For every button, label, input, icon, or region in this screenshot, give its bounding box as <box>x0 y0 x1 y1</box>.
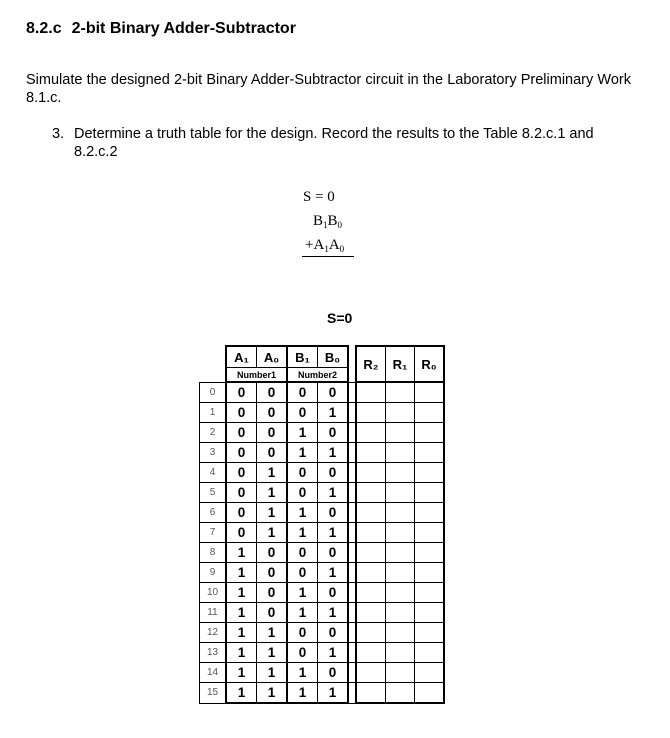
table-row <box>200 663 445 683</box>
row-gap <box>348 403 356 423</box>
table-row <box>200 403 445 423</box>
cell-a1: 1 <box>226 603 257 623</box>
row-index: 14 <box>200 663 227 683</box>
table-title: S=0 <box>327 310 353 326</box>
cell-r1 <box>386 623 415 643</box>
header-r1: R₁ <box>386 346 415 382</box>
row-index: 2 <box>200 423 227 443</box>
row-gap <box>348 623 356 643</box>
cell-b1: 1 <box>287 523 318 543</box>
cell-b0: 0 <box>318 382 349 403</box>
table-row <box>200 563 445 583</box>
cell-a1: 0 <box>226 503 257 523</box>
cell-r0 <box>415 483 445 503</box>
section-title: 2-bit Binary Adder-Subtractor <box>71 20 296 37</box>
table-row <box>200 623 445 643</box>
cell-a0: 1 <box>257 643 288 663</box>
cell-a1: 0 <box>226 443 257 463</box>
row-gap <box>348 463 356 483</box>
cell-r2 <box>356 463 386 483</box>
cell-r0 <box>415 382 445 403</box>
cell-b1: 0 <box>287 623 318 643</box>
cell-r2 <box>356 683 386 704</box>
cell-b1: 1 <box>287 443 318 463</box>
row-gap <box>348 663 356 683</box>
cell-a0: 1 <box>257 523 288 543</box>
table-row <box>200 523 445 543</box>
row-gap <box>348 382 356 403</box>
row-gap <box>348 483 356 503</box>
cell-a0: 0 <box>257 563 288 583</box>
label-number1: Number1 <box>226 368 287 383</box>
table-row <box>200 423 445 443</box>
cell-b0: 0 <box>318 663 349 683</box>
equation-a-operand <box>305 237 344 254</box>
cell-b1: 0 <box>287 463 318 483</box>
row-gap <box>348 523 356 543</box>
cell-a1: 1 <box>226 563 257 583</box>
cell-a1: 0 <box>226 523 257 543</box>
cell-r2 <box>356 483 386 503</box>
header-b0: B₀ <box>318 346 349 368</box>
cell-r0 <box>415 643 445 663</box>
cell-r0 <box>415 543 445 563</box>
step-marker: 3. <box>52 126 65 142</box>
cell-r0 <box>415 603 445 623</box>
cell-r2 <box>356 503 386 523</box>
cell-a0: 0 <box>257 382 288 403</box>
cell-r0 <box>415 423 445 443</box>
cell-r0 <box>415 563 445 583</box>
row-gap <box>348 423 356 443</box>
equation-condition: S = 0 <box>303 189 335 205</box>
table-row <box>200 583 445 603</box>
cell-a0: 1 <box>257 463 288 483</box>
cell-r2 <box>356 543 386 563</box>
equation-underline <box>302 256 354 257</box>
cell-b0: 0 <box>318 463 349 483</box>
cell-a1: 0 <box>226 382 257 403</box>
row-index: 0 <box>200 382 227 403</box>
cell-b1: 1 <box>287 583 318 603</box>
cell-r1 <box>386 523 415 543</box>
row-gap <box>348 583 356 603</box>
cell-b0: 1 <box>318 643 349 663</box>
row-gap <box>348 683 356 704</box>
cell-b0: 1 <box>318 523 349 543</box>
cell-b1: 0 <box>287 483 318 503</box>
row-index: 15 <box>200 683 227 704</box>
header-r2: R₂ <box>356 346 386 382</box>
cell-r2 <box>356 663 386 683</box>
cell-a1: 1 <box>226 643 257 663</box>
label-number2: Number2 <box>287 368 348 383</box>
row-index: 12 <box>200 623 227 643</box>
cell-b1: 0 <box>287 403 318 423</box>
cell-b0: 1 <box>318 483 349 503</box>
cell-r1 <box>386 443 415 463</box>
row-index: 8 <box>200 543 227 563</box>
cell-a0: 1 <box>257 663 288 683</box>
row-index: 10 <box>200 583 227 603</box>
cell-a0: 0 <box>257 423 288 443</box>
table-row <box>200 443 445 463</box>
cell-b0: 0 <box>318 503 349 523</box>
cell-b1: 1 <box>287 503 318 523</box>
cell-r0 <box>415 503 445 523</box>
cell-r2 <box>356 443 386 463</box>
cell-b0: 0 <box>318 583 349 603</box>
cell-b1: 0 <box>287 543 318 563</box>
eq-a0: A <box>328 237 340 253</box>
cell-a0: 0 <box>257 543 288 563</box>
cell-b1: 1 <box>287 423 318 443</box>
eq-b1-sub: 1 <box>323 220 328 230</box>
table-row <box>200 643 445 663</box>
cell-b1: 0 <box>287 382 318 403</box>
step-text: Determine a truth table for the design. Record the results to the Table 8.2.c.1 and 8.2.c.2 <box>74 126 594 160</box>
row-gap <box>348 543 356 563</box>
cell-r1 <box>386 463 415 483</box>
intro-paragraph: Simulate the designed 2-bit Binary Adder-Subtractor circuit in the Laboratory Preliminary Work 8.1.c. <box>26 72 631 106</box>
eq-a0-sub: 0 <box>339 244 345 254</box>
eq-b1: B <box>313 213 324 229</box>
cell-r2 <box>356 563 386 583</box>
cell-b0: 0 <box>318 623 349 643</box>
cell-r1 <box>386 423 415 443</box>
cell-a0: 0 <box>257 583 288 603</box>
table-row <box>200 503 445 523</box>
cell-a1: 1 <box>226 663 257 683</box>
cell-b0: 1 <box>318 603 349 623</box>
cell-a0: 0 <box>257 603 288 623</box>
cell-r1 <box>386 643 415 663</box>
cell-r2 <box>356 623 386 643</box>
cell-r1 <box>386 683 415 704</box>
cell-a0: 1 <box>257 503 288 523</box>
table-row <box>200 382 445 403</box>
cell-r1 <box>386 603 415 623</box>
header-b1: B₁ <box>287 346 318 368</box>
cell-r2 <box>356 523 386 543</box>
cell-r1 <box>386 403 415 423</box>
row-index: 4 <box>200 463 227 483</box>
cell-r2 <box>356 382 386 403</box>
cell-b0: 1 <box>318 443 349 463</box>
cell-r0 <box>415 683 445 704</box>
cell-r0 <box>415 443 445 463</box>
table-row <box>200 603 445 623</box>
eq-plus: + <box>305 237 314 253</box>
row-gap <box>348 643 356 663</box>
row-gap <box>348 563 356 583</box>
cell-r1 <box>386 663 415 683</box>
cell-r1 <box>386 543 415 563</box>
cell-b1: 1 <box>287 663 318 683</box>
cell-r2 <box>356 423 386 443</box>
cell-a0: 1 <box>257 683 288 704</box>
equation-b-operand <box>313 213 342 230</box>
row-gap <box>348 603 356 623</box>
cell-r0 <box>415 583 445 603</box>
cell-a1: 1 <box>226 543 257 563</box>
index-corner <box>200 346 227 382</box>
eq-b0: B <box>327 213 338 229</box>
section-heading <box>26 20 296 38</box>
cell-a1: 0 <box>226 423 257 443</box>
section-number: 8.2.c <box>26 20 62 37</box>
cell-b0: 1 <box>318 683 349 704</box>
row-index: 9 <box>200 563 227 583</box>
row-index: 11 <box>200 603 227 623</box>
row-gap <box>348 503 356 523</box>
cell-a1: 1 <box>226 683 257 704</box>
row-index: 3 <box>200 443 227 463</box>
cell-r0 <box>415 523 445 543</box>
cell-r1 <box>386 382 415 403</box>
cell-r2 <box>356 583 386 603</box>
cell-r1 <box>386 583 415 603</box>
header-a1: A₁ <box>226 346 257 368</box>
cell-a1: 1 <box>226 583 257 603</box>
cell-r1 <box>386 563 415 583</box>
cell-a0: 0 <box>257 403 288 423</box>
header-gap <box>348 346 356 382</box>
cell-a1: 0 <box>226 463 257 483</box>
cell-b1: 1 <box>287 603 318 623</box>
cell-r1 <box>386 483 415 503</box>
cell-r0 <box>415 403 445 423</box>
cell-b1: 0 <box>287 563 318 583</box>
cell-b0: 1 <box>318 563 349 583</box>
row-index: 6 <box>200 503 227 523</box>
table-row <box>200 463 445 483</box>
row-index: 13 <box>200 643 227 663</box>
eq-a1: A <box>313 237 325 253</box>
table-row <box>200 543 445 563</box>
header-a0: A₀ <box>257 346 288 368</box>
cell-b1: 0 <box>287 643 318 663</box>
cell-a0: 1 <box>257 623 288 643</box>
header-r0: R₀ <box>415 346 445 382</box>
row-index: 1 <box>200 403 227 423</box>
cell-a1: 0 <box>226 483 257 503</box>
cell-r0 <box>415 463 445 483</box>
cell-a1: 1 <box>226 623 257 643</box>
row-index: 5 <box>200 483 227 503</box>
truth-table <box>199 345 445 704</box>
cell-b1: 1 <box>287 683 318 704</box>
cell-r0 <box>415 623 445 643</box>
cell-r2 <box>356 403 386 423</box>
table-row <box>200 683 445 704</box>
cell-b0: 0 <box>318 423 349 443</box>
cell-a0: 0 <box>257 443 288 463</box>
row-index: 7 <box>200 523 227 543</box>
table-header-row <box>200 346 445 368</box>
table-row <box>200 483 445 503</box>
cell-r0 <box>415 663 445 683</box>
cell-r1 <box>386 503 415 523</box>
cell-r2 <box>356 643 386 663</box>
cell-a1: 0 <box>226 403 257 423</box>
eq-a1-sub: 1 <box>324 244 329 254</box>
cell-b0: 1 <box>318 403 349 423</box>
cell-a0: 1 <box>257 483 288 503</box>
row-gap <box>348 443 356 463</box>
eq-b0-sub: 0 <box>337 220 343 230</box>
cell-b0: 0 <box>318 543 349 563</box>
cell-r2 <box>356 603 386 623</box>
